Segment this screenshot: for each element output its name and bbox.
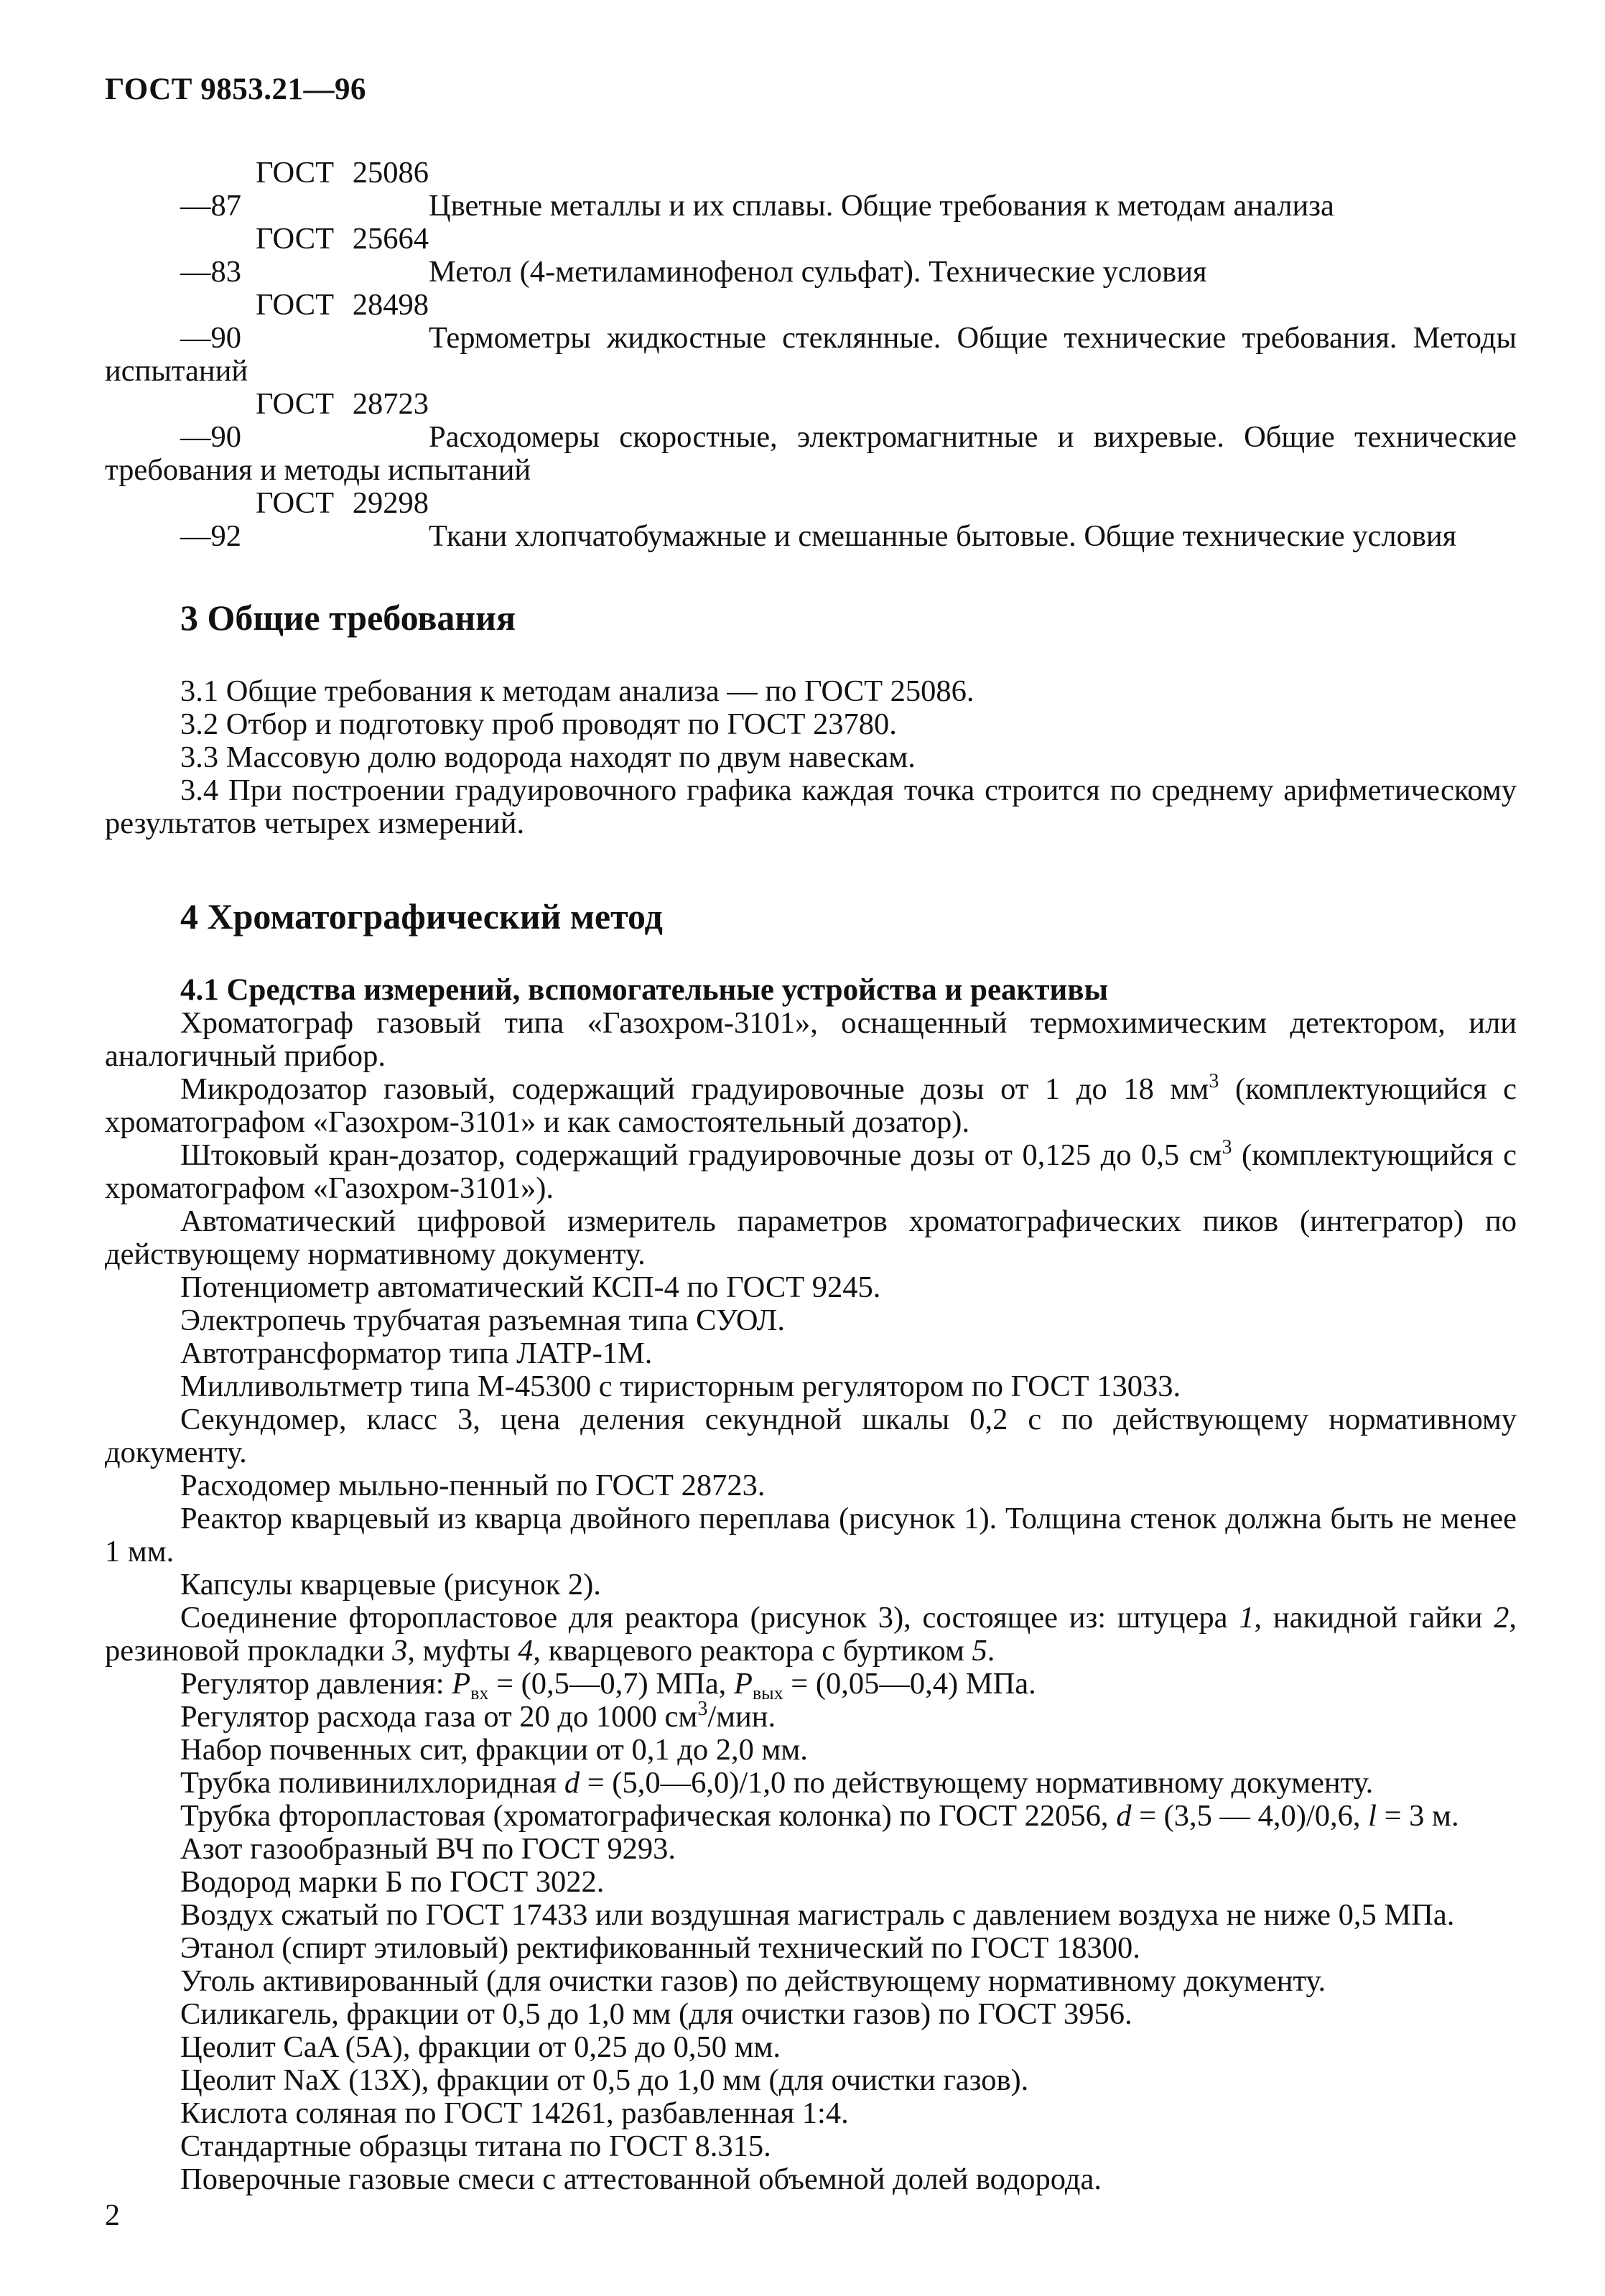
equipment-item: Цеолит NaX (13Х), фракции от 0,5 до 1,0 мм (для очистки газов). xyxy=(180,2063,1029,2097)
reference-code: ГОСТ 28498—90 xyxy=(180,288,429,355)
section-3-list xyxy=(105,675,1517,840)
subscript: вых xyxy=(752,1683,783,1704)
italic-symbol: P xyxy=(733,1667,753,1701)
reference-code: ГОСТ 29298—92 xyxy=(180,486,429,553)
text-run: Регулятор расхода газа от 20 до 1000 см xyxy=(180,1700,698,1734)
reference-code: ГОСТ 28723—90 xyxy=(180,387,429,454)
equipment-item: Расходомер мыльно-пенный по ГОСТ 28723. xyxy=(180,1469,766,1502)
section-3-heading: 3 Общие требования xyxy=(180,598,516,638)
text-run: Трубка фторопластовая (хроматографическая колонка) по ГОСТ 22056, xyxy=(180,1799,1117,1833)
equipment-item: Азот газообразный ВЧ по ГОСТ 9293. xyxy=(180,1832,676,1866)
text-run: = (5,0—6,0)/1,0 по действующему нормативному документу. xyxy=(580,1766,1374,1800)
equipment-item: Автоматический цифровой измеритель параметров хроматографических пиков (интегратор) по действующему нормативному документу. xyxy=(105,1204,1517,1271)
text-run: , резиновой прокладки xyxy=(105,1601,1517,1668)
text-run: Штоковый кран-дозатор, содержащий градуировочные дозы от 0,125 до 0,5 см xyxy=(180,1138,1222,1172)
equipment-item: Реактор кварцевый из кварца двойного переплава (рисунок 1). Толщина стенок должна быть не менее 1 мм. xyxy=(105,1502,1517,1568)
reference-list xyxy=(105,157,1517,553)
equipment-item: Воздух сжатый по ГОСТ 17433 или воздушная магистраль с давлением воздуха не ниже 0,5 МПа. xyxy=(180,1898,1455,1932)
equipment-item xyxy=(105,1136,1517,1205)
reference-text: Цветные металлы и их сплавы. Общие требования к методам анализа xyxy=(429,189,1334,223)
equipment-item xyxy=(105,1602,1517,1668)
italic-symbol: d xyxy=(1116,1799,1132,1833)
reference-code: ГОСТ 25086—87 xyxy=(180,156,429,223)
text-run: Микродозатор газовый, содержащий градуировочные дозы от 1 до 18 мм xyxy=(180,1072,1209,1106)
equipment-item: Водород марки Б по ГОСТ 3022. xyxy=(180,1865,605,1899)
reference-text: Метол (4-метиламинофенол сульфат). Технические условия xyxy=(429,255,1207,289)
equipment-item: Электропечь трубчатая разъемная типа СУОЛ. xyxy=(180,1303,785,1337)
equipment-item: Набор почвенных сит, фракции от 0,1 до 2,0 мм. xyxy=(180,1733,808,1767)
equipment-item: Капсулы кварцевые (рисунок 2). xyxy=(180,1568,601,1602)
equipment-item: Цеолит CaA (5А), фракции от 0,25 до 0,50 мм. xyxy=(180,2030,781,2064)
section-3-item: 3.3 Массовую долю водорода находят по двум навескам. xyxy=(180,740,916,774)
equipment-item: Автотрансформатор типа ЛАТР-1М. xyxy=(180,1337,653,1370)
text-run: = 3 м. xyxy=(1376,1799,1459,1833)
equipment-item xyxy=(105,1667,1517,1704)
reference-item xyxy=(105,388,1517,487)
equipment-item xyxy=(105,1800,1517,1833)
text-run: /мин. xyxy=(707,1700,776,1734)
reference-item xyxy=(105,487,1517,553)
text-run: , кварцевого реактора с буртиком xyxy=(533,1634,972,1668)
reference-item xyxy=(105,289,1517,388)
section-3-item: 3.1 Общие требования к методам анализа — по ГОСТ 25086. xyxy=(180,674,974,708)
equipment-item xyxy=(105,1698,1517,1734)
text-run: = (0,05—0,4) МПа. xyxy=(783,1667,1036,1701)
text-run: , накидной гайки xyxy=(1254,1601,1494,1635)
italic-symbol: P xyxy=(452,1667,471,1701)
text-run: . xyxy=(987,1634,995,1668)
superscript: 3 xyxy=(1222,1136,1232,1158)
equipment-item: Потенциометр автоматический КСП-4 по ГОСТ 9245. xyxy=(180,1270,881,1304)
equipment-item: Силикагель, фракции от 0,5 до 1,0 мм (для очистки газов) по ГОСТ 3956. xyxy=(180,1997,1132,2031)
italic-symbol: l xyxy=(1368,1799,1377,1833)
italic-number: 3 xyxy=(392,1634,408,1668)
section-4-heading: 4 Хроматографический метод xyxy=(180,896,663,936)
italic-number: 2 xyxy=(1494,1601,1509,1635)
equipment-item: Хроматограф газовый типа «Газохром-3101», оснащенный термохимическим детектором, или аналогичный прибор. xyxy=(105,1006,1517,1073)
superscript: 3 xyxy=(1209,1070,1219,1092)
superscript: 3 xyxy=(697,1698,708,1720)
page-body xyxy=(105,157,1517,2196)
italic-number: 1 xyxy=(1239,1601,1255,1635)
text-run: Регулятор давления: xyxy=(180,1667,452,1701)
reference-item xyxy=(105,223,1517,289)
italic-number: 5 xyxy=(972,1634,987,1668)
equipment-item: Поверочные газовые смеси с аттестованной объемной долей водорода. xyxy=(180,2162,1102,2196)
reference-text: Термометры жидкостные стеклянные. Общие технические требования. Методы испытаний xyxy=(105,321,1517,388)
italic-number: 4 xyxy=(518,1634,534,1668)
equipment-item xyxy=(105,1070,1517,1139)
italic-symbol: d xyxy=(564,1766,580,1800)
equipment-list xyxy=(105,1007,1517,2196)
text-run: = (0,5—0,7) МПа, xyxy=(488,1667,734,1701)
text-run: Соединение фторопластовое для реактора (рисунок 3), состоящее из: штуцера xyxy=(180,1601,1239,1635)
subsection-4-1-heading: 4.1 Средства измерений, вспомогательные устройства и реактивы xyxy=(180,973,1109,1007)
text-run: (комплектующийся с хроматографом «Газохром-3101» и как самостоятельный дозатор). xyxy=(105,1072,1517,1139)
section-3-item: 3.4 При построении градуировочного графика каждая точка строится по среднему арифметическому результатов четырех измерений. xyxy=(105,773,1517,840)
text-run: = (3,5 — 4,0)/0,6, xyxy=(1131,1799,1369,1833)
text-run: (комплектующийся с хроматографом «Газохром-3101»). xyxy=(105,1138,1517,1205)
page-number: 2 xyxy=(105,2199,120,2232)
equipment-item xyxy=(105,1767,1517,1800)
page-header: ГОСТ 9853.21—96 xyxy=(105,73,366,106)
text-run: Трубка поливинилхлоридная xyxy=(180,1766,564,1800)
equipment-item: Милливольтметр типа М-45300 с тиристорным регулятором по ГОСТ 13033. xyxy=(180,1370,1181,1403)
reference-code: ГОСТ 25664—83 xyxy=(180,222,429,289)
text-run: , муфты xyxy=(407,1634,518,1668)
reference-text: Ткани хлопчатобумажные и смешанные бытовые. Общие технические условия xyxy=(429,519,1457,553)
subscript: вх xyxy=(470,1683,489,1704)
reference-item xyxy=(105,157,1517,223)
equipment-item: Кислота соляная по ГОСТ 14261, разбавленная 1:4. xyxy=(180,2096,849,2130)
equipment-item: Стандартные образцы титана по ГОСТ 8.315. xyxy=(180,2129,771,2163)
equipment-item: Уголь активированный (для очистки газов) по действующему нормативному документу. xyxy=(180,1964,1326,1998)
equipment-item: Этанол (спирт этиловый) ректификованный технический по ГОСТ 18300. xyxy=(180,1931,1140,1965)
section-3-item: 3.2 Отбор и подготовку проб проводят по ГОСТ 23780. xyxy=(180,707,897,741)
equipment-item: Секундомер, класс 3, цена деления секундной шкалы 0,2 с по действующему нормативному документу. xyxy=(105,1403,1517,1469)
reference-text: Расходомеры скоростные, электромагнитные и вихревые. Общие технические требования и методы испытаний xyxy=(105,420,1517,487)
